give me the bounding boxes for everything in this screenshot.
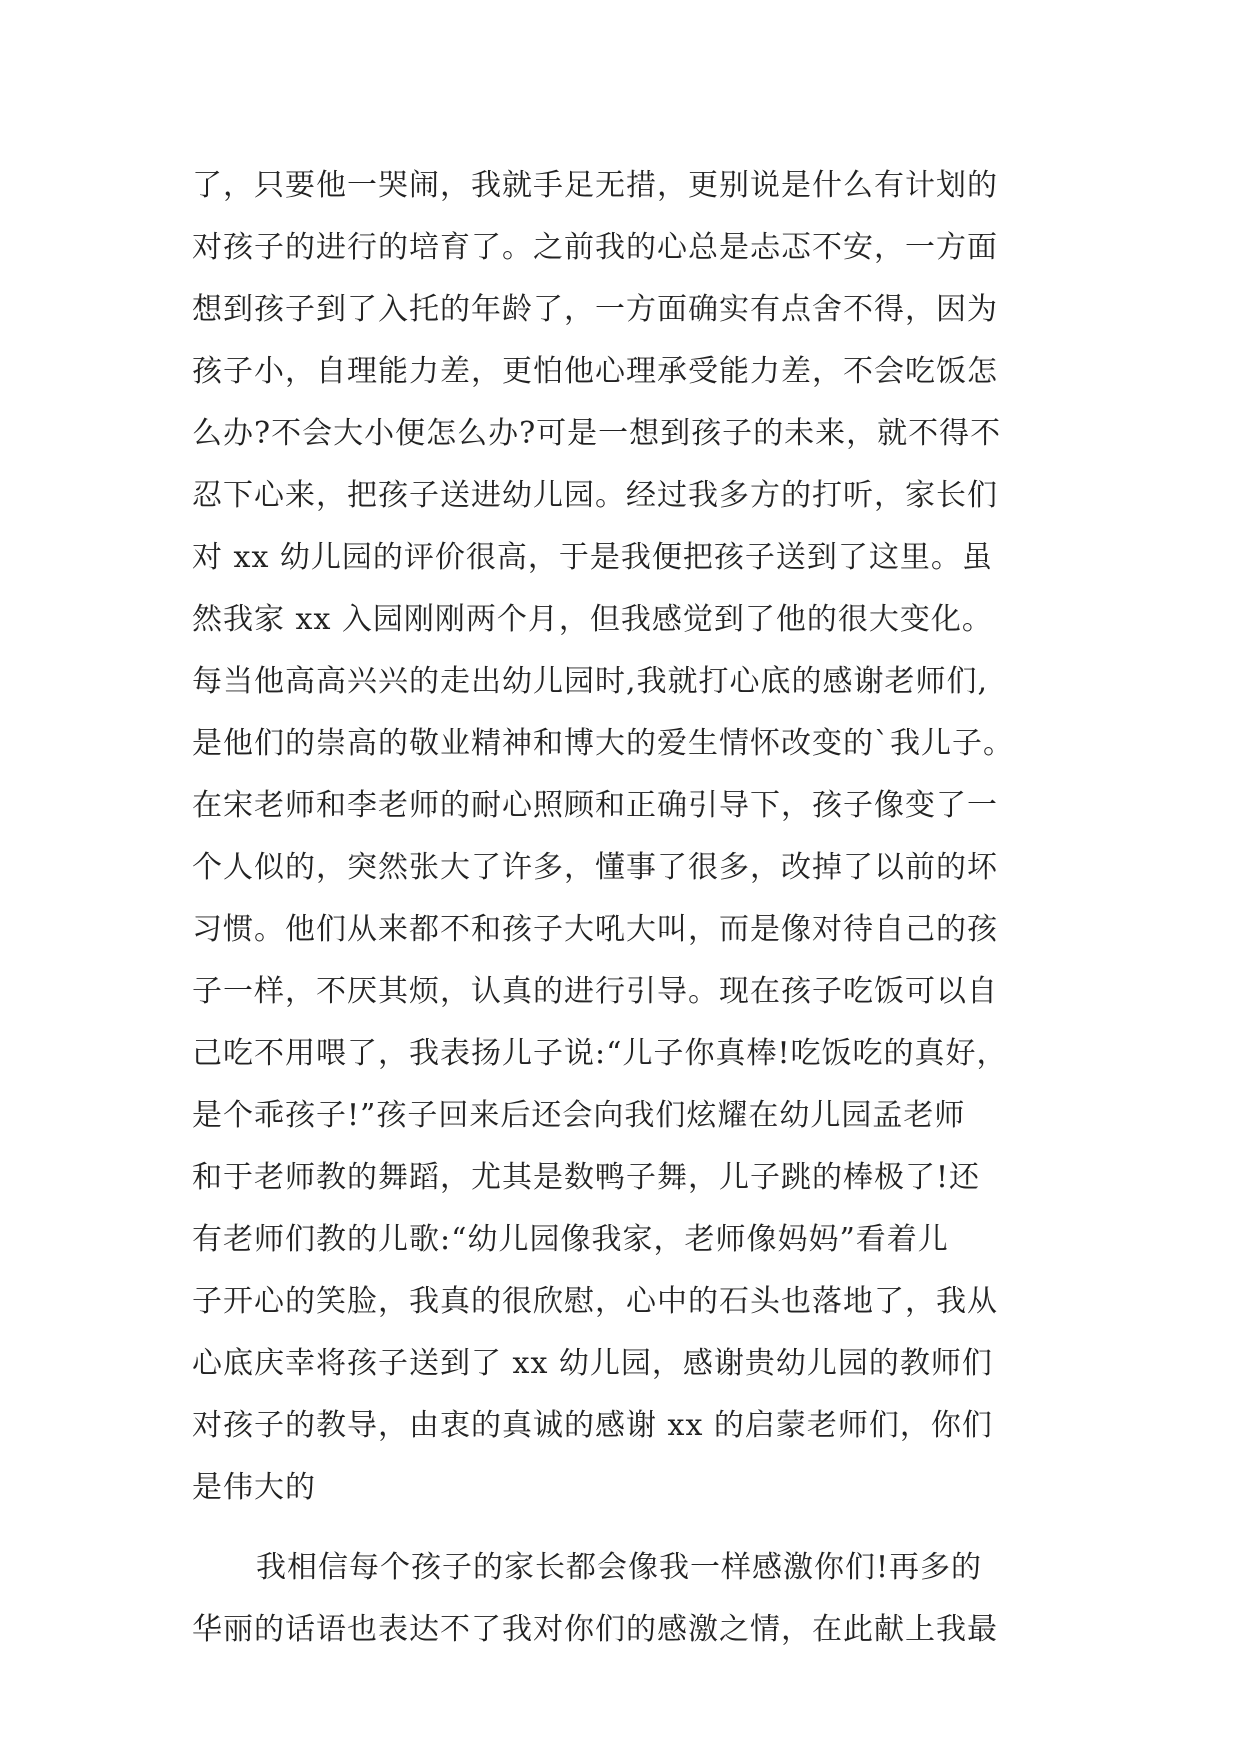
text-line: 和于老师教的舞蹈，尤其是数鸭子舞，儿子跳的棒极了!还 [192,1160,981,1195]
text-line: 想到孩子到了入托的年龄了，一方面确实有点舍不得，因为 [192,292,998,327]
text-line: 心底庆幸将孩子送到了 xx 幼儿园，感谢贵幼儿园的教师们 [192,1346,993,1381]
document-body [192,155,1052,1661]
text-line: 么办?不会大小便怎么办?可是一想到孩子的未来，就不得不 [192,416,1002,451]
text-line: 孩子小，自理能力差，更怕他心理承受能力差，不会吃饭怎 [192,354,998,389]
text-line: 忍下心来，把孩子送进幼儿园。经过我多方的打听，家长们 [192,478,998,513]
text-line: 每当他高高兴兴的走出幼儿园时,我就打心底的感谢老师们, [192,664,989,699]
text-line: 有老师们教的儿歌:“幼儿园像我家，老师像妈妈”看着儿 [192,1222,949,1257]
text-line: 华丽的话语也表达不了我对你们的感激之情，在此献上我最 [192,1612,998,1647]
text-line: 子开心的笑脸，我真的很欣慰，心中的石头也落地了，我从 [192,1284,998,1319]
text-line: 个人似的，突然张大了许多，懂事了很多，改掉了以前的坏 [192,850,998,885]
text-line: 子一样，不厌其烦，认真的进行引导。现在孩子吃饭可以自 [192,974,998,1009]
text-line: 是伟大的 [192,1470,316,1505]
text-line: 对孩子的进行的培育了。之前我的心总是忐忑不安，一方面 [192,230,998,265]
text-line: 在宋老师和李老师的耐心照顾和正确引导下，孩子像变了一 [192,788,998,823]
text-line: 了，只要他一哭闹，我就手足无措，更别说是什么有计划的 [192,168,998,203]
text-line: 习惯。他们从来都不和孩子大吼大叫，而是像对待自己的孩 [192,912,998,947]
text-line: 然我家 xx 入园刚刚两个月，但我感觉到了他的很大变化。 [192,602,993,637]
text-line: 己吃不用喂了，我表扬儿子说:“儿子你真棒!吃饭吃的真好， [192,1036,1008,1071]
paragraph-spacer [192,1519,1052,1537]
text-line: 是他们的崇高的敬业精神和博大的爱生情怀改变的`我儿子。 [192,726,1014,761]
paragraph-1 [192,155,1052,1519]
text-line: 我相信每个孩子的家长都会像我一样感激你们!再多的 [256,1550,983,1585]
text-line: 对孩子的教导，由衷的真诚的感谢 xx 的启蒙老师们，你们 [192,1408,993,1443]
paragraph-2 [192,1537,1052,1661]
text-line: 是个乖孩子!”孩子回来后还会向我们炫耀在幼儿园孟老师 [192,1098,966,1133]
text-line: 对 xx 幼儿园的评价很高，于是我便把孩子送到了这里。虽 [192,540,993,575]
